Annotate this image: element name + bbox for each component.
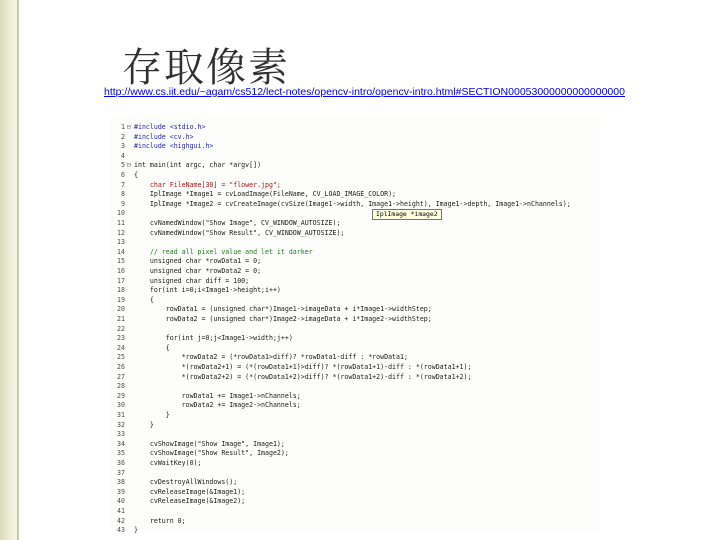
code-line <box>110 314 600 324</box>
code-line <box>110 218 600 228</box>
code-text: unsigned char *rowData2 = 0; <box>134 267 262 275</box>
code-tooltip: IplImage *image2 <box>372 209 442 220</box>
code-text: { <box>134 295 154 304</box>
code-text: int main(int argc, char *argv[]) <box>134 161 262 170</box>
code-line <box>110 429 600 439</box>
code-line <box>110 343 600 353</box>
line-number: 15 <box>117 257 125 266</box>
line-number: 21 <box>117 315 125 323</box>
code-line <box>110 228 600 238</box>
line-number: 33 <box>117 430 125 439</box>
code-line <box>110 237 600 247</box>
code-line <box>110 160 600 170</box>
code-line <box>110 285 600 295</box>
code-line <box>110 151 600 161</box>
code-line <box>110 468 600 478</box>
code-text: IplImage *Image1 = cvLoadImage(FileName, CV_LOAD_IMAGE_COLOR); <box>134 190 397 199</box>
code-text: } <box>134 420 154 429</box>
line-number: 42 <box>117 516 125 525</box>
code-line <box>110 266 600 276</box>
line-number: 2 <box>121 132 125 141</box>
code-text: // read all pixel value and let it darker <box>134 247 313 256</box>
line-number: 26 <box>117 363 125 371</box>
code-text: char FileName[30] = "flower.jpg"; <box>134 180 281 189</box>
code-line <box>110 247 600 257</box>
line-number: 24 <box>117 343 125 352</box>
code-line <box>110 122 600 132</box>
line-number: 28 <box>117 382 125 391</box>
line-number: 18 <box>117 286 125 295</box>
line-number: 39 <box>117 487 125 496</box>
code-text: cvDestroyAllWindows(); <box>134 478 238 487</box>
code-line <box>110 141 600 151</box>
code-line <box>110 381 600 391</box>
fold-marker-icon: ⊟ <box>127 161 131 170</box>
code-text: for(int j=0;j<Image1->width;j++) <box>134 334 293 343</box>
code-text: unsigned char *rowData1 = 0; <box>134 257 262 266</box>
code-line <box>110 189 600 199</box>
code-line <box>110 400 600 410</box>
code-line <box>110 496 600 506</box>
code-line <box>110 516 600 526</box>
line-number: 38 <box>117 478 125 487</box>
line-number: 5 <box>121 161 125 170</box>
line-number: 6 <box>121 171 125 179</box>
line-number: 14 <box>117 247 125 256</box>
code-text: cvReleaseImage(&Image2); <box>134 497 246 506</box>
code-text: *(rowData2+1) = (*(rowData1+1)>diff)? *(rowData1+1)-diff : *(rowData1+1); <box>134 363 472 371</box>
code-text: for(int i=0;i<Image1->height;i++) <box>134 286 281 295</box>
line-number: 19 <box>117 295 125 304</box>
code-text: #include <cv.h> <box>134 132 194 141</box>
code-line <box>110 372 600 382</box>
source-url-link[interactable]: http://www.cs.iit.edu/~agam/cs512/lect-notes/opencv-intro/opencv-intro.html#SECTION00053000000000000000 <box>104 86 625 98</box>
code-line <box>110 208 600 218</box>
line-number: 11 <box>117 219 125 227</box>
code-line <box>110 439 600 449</box>
code-line <box>110 458 600 468</box>
line-number: 9 <box>121 199 125 208</box>
code-line <box>110 525 600 535</box>
code-line <box>110 199 600 209</box>
line-number: 22 <box>117 324 125 333</box>
code-line <box>110 391 600 401</box>
code-line <box>110 352 600 362</box>
code-text: cvNamedWindow("Show Result", CV_WINDOW_AUTOSIZE); <box>134 228 345 237</box>
code-screenshot <box>110 116 600 535</box>
line-number: 10 <box>117 209 125 218</box>
code-text: rowData2 += Image2->nChannels; <box>134 401 301 410</box>
line-number: 3 <box>121 142 125 151</box>
code-line <box>110 132 600 142</box>
code-line <box>110 295 600 305</box>
line-number: 16 <box>117 267 125 275</box>
code-line <box>110 362 600 372</box>
code-text: cvNamedWindow("Show Image", CV_WINDOW_AUTOSIZE); <box>134 219 341 227</box>
slide-left-border-line <box>17 0 19 540</box>
line-number: 31 <box>117 411 125 419</box>
line-number: 34 <box>117 439 125 448</box>
code-text: cvReleaseImage(&Image1); <box>134 487 246 496</box>
code-line <box>110 420 600 430</box>
code-line <box>110 448 600 458</box>
code-line <box>110 276 600 286</box>
line-number: 13 <box>117 238 125 247</box>
code-line <box>110 170 600 180</box>
code-text: cvShowImage("Show Result", Image2); <box>134 449 289 458</box>
slide-title: 存取像素 <box>122 45 290 91</box>
code-text: rowData2 = (unsigned char*)Image2->imageData + i*Image2->widthStep; <box>134 315 432 323</box>
line-number: 1 <box>121 123 125 131</box>
code-text: { <box>134 343 170 352</box>
line-number: 17 <box>117 276 125 285</box>
code-line <box>110 256 600 266</box>
code-text: rowData1 = (unsigned char*)Image1->imageData + i*Image1->widthStep; <box>134 305 432 314</box>
code-line <box>110 487 600 497</box>
line-number: 4 <box>121 151 125 160</box>
line-number: 35 <box>117 449 125 458</box>
code-text: #include <highgui.h> <box>134 142 214 151</box>
code-line <box>110 180 600 190</box>
code-text: unsigned char diff = 100; <box>134 276 250 285</box>
code-line <box>110 333 600 343</box>
line-number: 12 <box>117 228 125 237</box>
slide-left-border <box>0 0 18 540</box>
code-text: cvShowImage("Show Image", Image1); <box>134 439 285 448</box>
code-line <box>110 324 600 334</box>
code-text: return 0; <box>134 516 186 525</box>
code-text: } <box>134 526 138 535</box>
code-text: *rowData2 = (*rowData1>diff)? *rowData1-diff : *rowData1; <box>134 353 408 362</box>
code-text: cvWaitKey(0); <box>134 459 202 467</box>
line-number: 41 <box>117 507 125 515</box>
line-number: 25 <box>117 353 125 362</box>
line-number: 20 <box>117 305 125 314</box>
line-number: 23 <box>117 334 125 343</box>
code-line <box>110 410 600 420</box>
code-text: #include <stdio.h> <box>134 123 206 131</box>
code-text: rowData1 += Image1->nChannels; <box>134 391 301 400</box>
line-number: 30 <box>117 401 125 410</box>
code-text: } <box>134 411 170 419</box>
code-line <box>110 304 600 314</box>
code-line <box>110 477 600 487</box>
code-text: { <box>134 171 138 179</box>
code-text: *(rowData2+2) = (*(rowData1+2)>diff)? *(rowData1+2)-diff : *(rowData1+2); <box>134 372 472 381</box>
line-number: 36 <box>117 459 125 467</box>
line-number: 43 <box>117 526 125 535</box>
line-number: 29 <box>117 391 125 400</box>
line-number: 32 <box>117 420 125 429</box>
line-number: 7 <box>121 180 125 189</box>
line-number: 8 <box>121 190 125 199</box>
line-number: 40 <box>117 497 125 506</box>
code-line <box>110 506 600 516</box>
fold-marker-icon: ⊟ <box>127 123 131 131</box>
code-text: IplImage *Image2 = cvCreateImage(cvSize(Image1->width, Image1->height), Image1->depth, Image1->nChannels); <box>134 199 571 208</box>
line-number: 37 <box>117 468 125 477</box>
line-number: 27 <box>117 372 125 381</box>
